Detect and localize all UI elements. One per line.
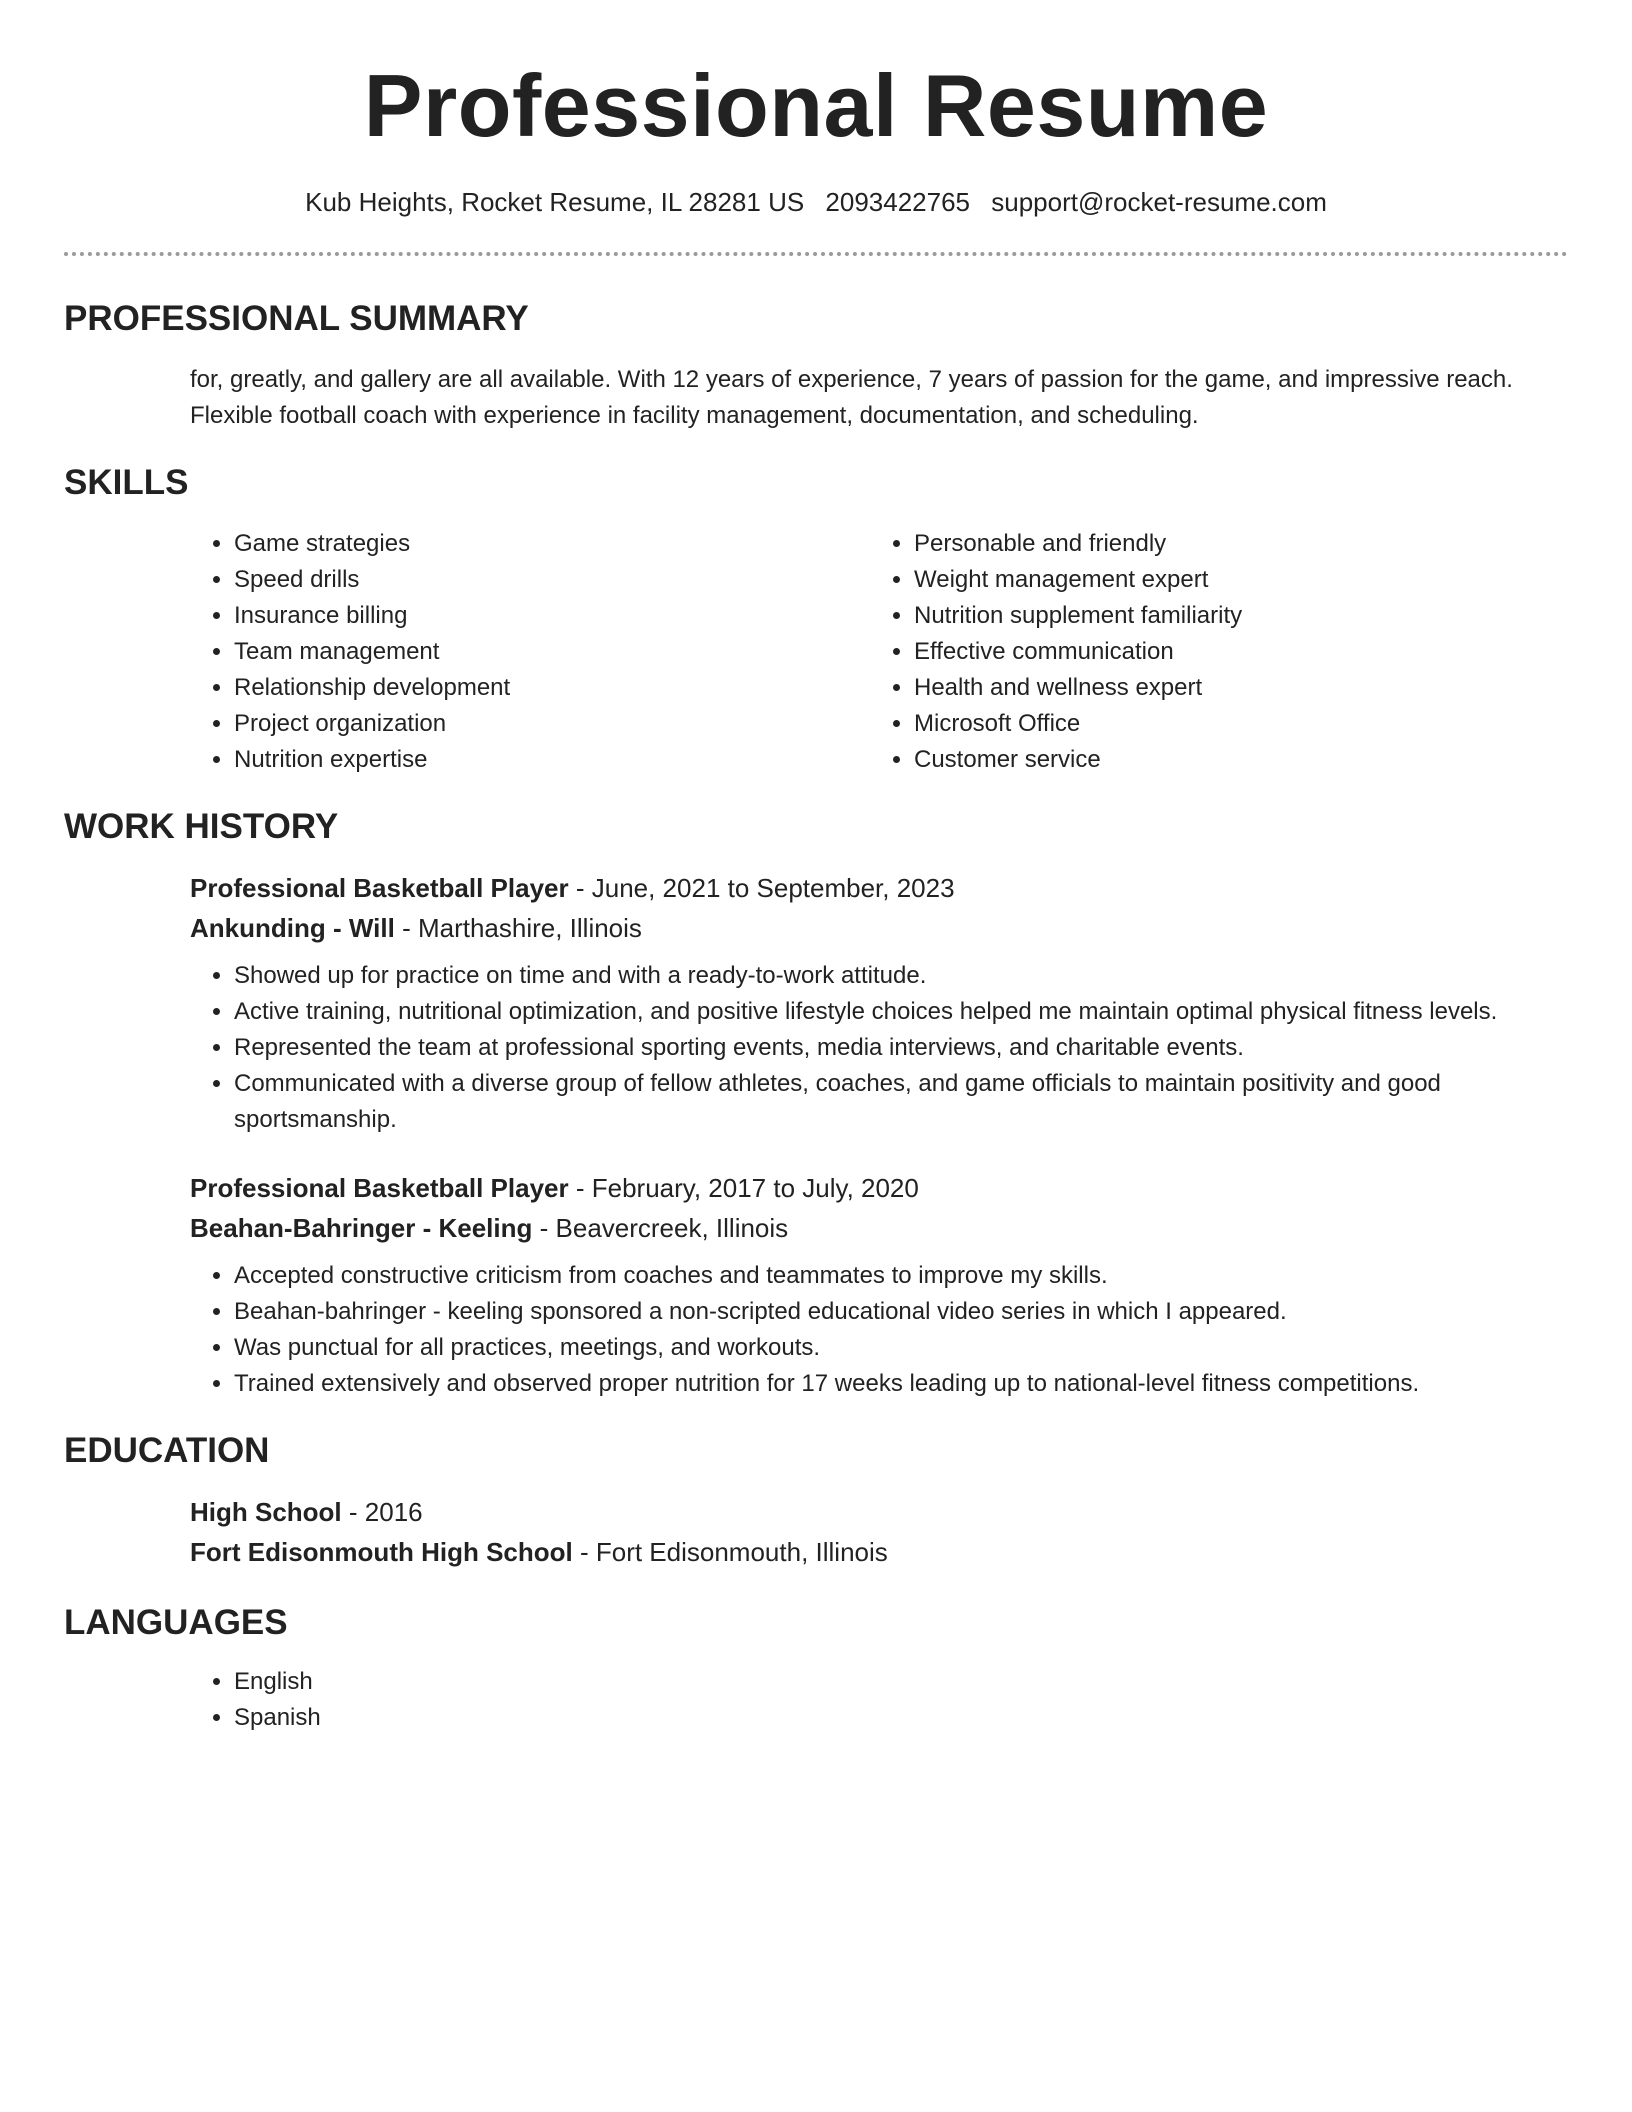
work-heading: WORK HISTORY [64,807,339,846]
languages-list [190,1664,1568,1736]
languages-section [64,1602,1568,1736]
job-bullets [190,958,1568,1138]
skill-item: • Effective communication [914,634,1550,670]
skill-item: • Insurance billing [234,598,870,634]
job-bullet: • Communicated with a diverse group of fellow athletes, coaches, and game officials to maintain positivity and good sportsmanship. [234,1066,1568,1138]
job-company-line [190,1208,1568,1248]
contact-line [64,186,1568,218]
job-bullet: • Accepted constructive criticism from coaches and teammates to improve my skills. [234,1258,1568,1294]
job-role-line [190,868,1568,908]
job-role-line [190,1168,1568,1208]
summary-section [64,298,1568,434]
skill-item: • Project organization [234,706,870,742]
skill-item: • Game strategies [234,526,870,562]
job-location: - Beavercreek, Illinois [532,1213,789,1243]
languages-heading: LANGUAGES [64,1603,288,1642]
contact-phone: 2093422765 [825,187,971,217]
job-dates: - June, 2021 to September, 2023 [568,873,955,903]
work-section [64,806,1568,1402]
skill-item: • Customer service [914,742,1550,778]
job-bullet: • Trained extensively and observed proper nutrition for 17 weeks leading up to national-level fitness competitions. [234,1366,1568,1402]
resume-header [64,0,1568,256]
job-bullet: • Represented the team at professional sporting events, media interviews, and charitable events. [234,1030,1568,1066]
contact-email: support@rocket-resume.com [991,187,1327,217]
education-location: - Fort Edisonmouth, Illinois [572,1537,888,1567]
job-entry [190,868,1568,1138]
resume-title: Professional Resume [363,56,1269,155]
summary-heading: PROFESSIONAL SUMMARY [64,299,529,338]
skill-item: • Personable and friendly [914,526,1550,562]
skills-column-right [870,526,1550,778]
skill-item: • Relationship development [234,670,870,706]
skill-item: • Speed drills [234,562,870,598]
skill-item: • Team management [234,634,870,670]
education-degree: High School [190,1497,342,1527]
job-bullet: • Showed up for practice on time and with a ready-to-work attitude. [234,958,1568,994]
summary-body [190,362,1568,434]
job-company: Beahan-Bahringer - Keeling [190,1213,533,1243]
job-bullet: • Active training, nutritional optimization, and positive lifestyle choices helped me maintain optimal physical fitness levels. [234,994,1568,1030]
education-school: Fort Edisonmouth High School [190,1537,573,1567]
work-body [190,868,1568,1402]
skills-grid [190,526,1568,778]
skill-item: • Microsoft Office [914,706,1550,742]
education-degree-line [190,1492,1568,1532]
contact-address: Kub Heights, Rocket Resume, IL 28281 US [305,187,805,217]
job-company-line [190,908,1568,948]
job-bullets [190,1258,1568,1402]
education-body [190,1492,1568,1572]
job-dates: - February, 2017 to July, 2020 [568,1173,919,1203]
skill-item: • Weight management expert [914,562,1550,598]
job-bullet: • Was punctual for all practices, meetings, and workouts. [234,1330,1568,1366]
skill-item: • Health and wellness expert [914,670,1550,706]
skill-item: • Nutrition supplement familiarity [914,598,1550,634]
job-company: Ankunding - Will [190,913,395,943]
education-section [64,1430,1568,1572]
job-role: Professional Basketball Player [190,873,569,903]
education-year: - 2016 [341,1497,423,1527]
job-location: - Marthashire, Illinois [394,913,642,943]
language-item: • Spanish [234,1700,1568,1736]
education-school-line [190,1532,1568,1572]
summary-text: for, greatly, and gallery are all available. With 12 years of experience, 7 years of passion for the game, and impressive reach. Flexible football coach with experience in facility management, documentation, and scheduling. [190,366,1513,429]
skills-list-left [190,526,870,778]
header-divider [64,252,1568,256]
language-item: • English [234,1664,1568,1700]
job-bullet: • Beahan-bahringer - keeling sponsored a non-scripted educational video series in which I appeared. [234,1294,1568,1330]
skills-heading: SKILLS [64,463,189,502]
languages-body [190,1664,1568,1736]
job-role: Professional Basketball Player [190,1173,569,1203]
skills-section [64,462,1568,778]
job-entry [190,1168,1568,1402]
skill-item: • Nutrition expertise [234,742,870,778]
skills-list-right [870,526,1550,778]
skills-column-left [190,526,870,778]
education-heading: EDUCATION [64,1431,270,1470]
